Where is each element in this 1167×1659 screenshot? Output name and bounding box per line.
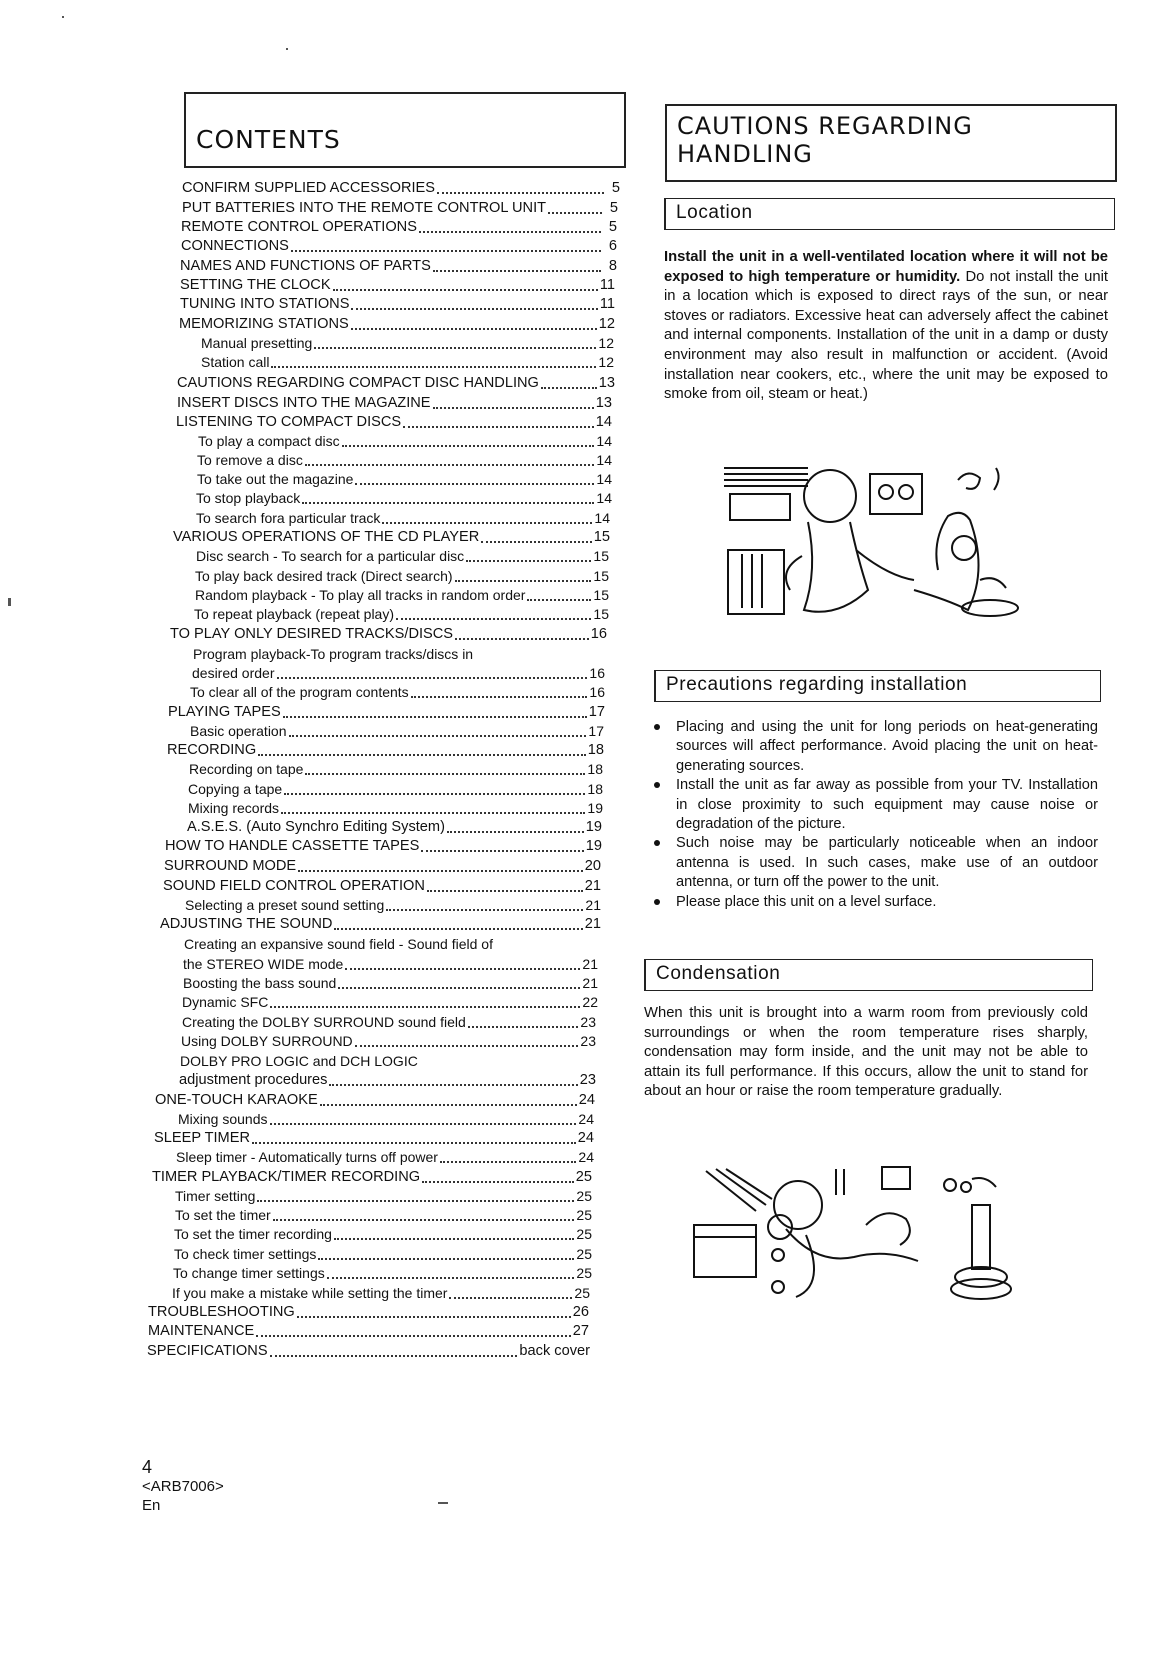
toc-entry-title: Dynamic SFC — [182, 994, 269, 1010]
toc-entry-page: 19 — [585, 819, 602, 835]
toc-entry-page: 25 — [576, 1265, 592, 1281]
toc-entry — [178, 1109, 594, 1128]
toc-entry-title: Copying a tape — [188, 781, 283, 797]
toc-entry-title: Program playback-To program tracks/discs in — [193, 646, 474, 662]
toc-entry-page: 21 — [582, 975, 598, 991]
toc-entry — [181, 236, 617, 255]
toc-leader-dots — [298, 870, 583, 872]
condensation-paragraph: When this unit is brought into a warm room from previously cold surroundings or when the room temperature rises sharply, condensation may form inside, and the unit may not be able to attain its full performance. If this occurs, allow the unit to stand for about an hour or raise the room temperature gradually. — [644, 1005, 1088, 1100]
toc-entry-page: 12 — [598, 316, 615, 332]
toc-entry-title: SURROUND MODE — [164, 858, 297, 874]
toc-entry-title: To clear all of the program contents — [190, 684, 409, 700]
toc-entry — [170, 624, 607, 643]
toc-entry — [194, 604, 609, 623]
toc-leader-dots — [437, 192, 604, 194]
toc-entry-title: Timer setting — [175, 1188, 256, 1204]
toc-entry-page: 15 — [593, 548, 609, 564]
scan-speck — [62, 16, 64, 18]
toc-leader-dots — [273, 1219, 575, 1221]
toc-entry — [201, 352, 614, 371]
toc-entry-title: Manual presetting — [201, 335, 313, 351]
toc-entry-page: 11 — [599, 277, 615, 293]
precautions-heading-box — [654, 670, 1101, 702]
toc-entry — [154, 1128, 594, 1147]
toc-leader-dots — [333, 289, 598, 291]
condensation-heading: Condensation — [656, 963, 781, 984]
toc-entry — [185, 895, 601, 914]
toc-entry-page: 23 — [579, 1072, 596, 1088]
toc-entry-title: Station call — [201, 354, 270, 370]
toc-entry — [177, 373, 615, 392]
toc-entry-page: 13 — [595, 395, 612, 411]
toc-entry-title: To change timer settings — [173, 1265, 325, 1281]
condensation-heading-box — [644, 959, 1093, 991]
toc-entry — [163, 876, 601, 895]
toc-entry-title: INSERT DISCS INTO THE MAGAZINE — [177, 395, 431, 411]
toc-leader-dots — [421, 850, 583, 852]
toc-leader-dots — [318, 1258, 574, 1260]
toc-entry-title: Mixing records — [188, 800, 280, 816]
list-item: Please place this unit on a level surface. — [652, 893, 1098, 912]
toc-entry — [181, 1031, 596, 1050]
toc-entry-title: LISTENING TO COMPACT DISCS — [176, 414, 402, 430]
toc-entry-title: To search fora particular track — [196, 510, 381, 526]
toc-entry-page: 14 — [594, 510, 610, 526]
toc-entry-title: CONNECTIONS — [181, 238, 289, 254]
toc-entry — [182, 1012, 596, 1031]
toc-entry — [164, 856, 601, 875]
contents-title: CONTENTS — [196, 125, 341, 154]
toc-entry-title: SPECIFICATIONS — [147, 1343, 268, 1359]
location-bold-text: Install the unit in a well-ventilated location where it will not be exposed to high temperature or humidity. — [664, 249, 1108, 285]
toc-entry — [175, 1205, 592, 1224]
toc-entry-page: 18 — [587, 781, 603, 797]
scan-speck — [438, 1502, 448, 1504]
list-item: Install the unit as far away as possible from your TV. Installation in close proximity to such equipment may cause noise or degradation of the picture. — [652, 776, 1098, 834]
toc-leader-dots — [382, 522, 592, 524]
toc-entry-page: 6 — [608, 238, 617, 254]
toc-entry-title: MAINTENANCE — [148, 1323, 255, 1339]
toc-entry-title: Creating an expansive sound field - Sound field of — [184, 936, 493, 952]
toc-entry — [175, 1186, 592, 1205]
toc-entry-title: Basic operation — [190, 723, 287, 739]
toc-entry — [196, 546, 609, 565]
toc-entry-title: the STEREO WIDE mode — [183, 956, 344, 972]
toc-entry-page: 15 — [593, 529, 610, 545]
toc-entry-page: 18 — [587, 761, 603, 777]
toc-leader-dots — [327, 1277, 575, 1279]
toc-leader-dots — [297, 1316, 571, 1318]
toc-leader-dots — [342, 445, 595, 447]
toc-leader-dots — [258, 754, 586, 756]
toc-leader-dots — [329, 1084, 577, 1086]
toc-entry — [165, 836, 602, 855]
toc-entry-title: A.S.E.S. (Auto Synchro Editing System) — [187, 819, 445, 835]
toc-entry-page: 19 — [587, 800, 603, 816]
toc-leader-dots — [481, 541, 592, 543]
toc-entry — [197, 450, 612, 469]
toc-leader-dots — [449, 1297, 572, 1299]
page-footer — [142, 1458, 224, 1515]
toc-entry-page: 5 — [608, 219, 617, 235]
toc-leader-dots — [314, 347, 596, 349]
toc-entry-page: 24 — [578, 1111, 594, 1127]
toc-leader-dots — [345, 968, 580, 970]
toc-entry — [188, 798, 603, 817]
toc-entry-title: To set the timer — [175, 1207, 271, 1223]
precautions-heading: Precautions regarding installation — [666, 674, 968, 695]
toc-entry-title: To play back desired track (Direct search) — [195, 568, 453, 584]
toc-entry-title: Random playback - To play all tracks in random order — [195, 587, 526, 603]
toc-entry-title: SOUND FIELD CONTROL OPERATION — [163, 878, 425, 894]
toc-entry-page: 21 — [584, 916, 601, 932]
toc-leader-dots — [548, 212, 602, 214]
toc-leader-dots — [433, 270, 601, 272]
toc-entry-title: To repeat playback (repeat play) — [194, 606, 394, 622]
toc-leader-dots — [334, 1238, 574, 1240]
toc-entry-page: 25 — [576, 1207, 592, 1223]
toc-entry — [183, 973, 598, 992]
toc-leader-dots — [351, 328, 597, 330]
toc-entry-title: Selecting a preset sound setting — [185, 897, 385, 913]
toc-entry-title: CAUTIONS REGARDING COMPACT DISC HANDLING — [177, 375, 539, 391]
toc-leader-dots — [355, 1045, 579, 1047]
toc-entry-title: Recording on tape — [189, 761, 304, 777]
toc-leader-dots — [291, 250, 601, 252]
toc-entry — [187, 817, 602, 836]
toc-entry-page: 15 — [593, 587, 609, 603]
toc-leader-dots — [447, 831, 584, 833]
cautions-title: CAUTIONS REGARDING HANDLING — [677, 112, 973, 168]
toc-entry-page: 14 — [595, 414, 612, 430]
toc-entry-title: REMOTE CONTROL OPERATIONS — [181, 219, 417, 235]
toc-leader-dots — [338, 987, 580, 989]
toc-entry-title: ONE-TOUCH KARAOKE — [155, 1092, 318, 1108]
toc-entry — [148, 1302, 589, 1321]
toc-entry — [182, 178, 620, 197]
toc-leader-dots — [302, 502, 594, 504]
toc-entry — [179, 314, 615, 333]
toc-entry-page: 15 — [593, 568, 609, 584]
toc-entry — [180, 294, 615, 313]
toc-leader-dots — [271, 366, 596, 368]
toc-entry-title: PLAYING TAPES — [168, 704, 281, 720]
toc-entry — [177, 393, 612, 412]
toc-entry-page: 12 — [598, 354, 614, 370]
toc-entry-page: 14 — [596, 490, 612, 506]
toc-entry — [152, 1167, 592, 1186]
toc-entry — [147, 1341, 590, 1360]
precautions-list — [652, 718, 1098, 912]
toc-entry-page: 21 — [582, 956, 598, 972]
toc-entry-page: 22 — [582, 994, 598, 1010]
toc-leader-dots — [252, 1142, 576, 1144]
toc-leader-dots — [257, 1200, 574, 1202]
toc-entry — [179, 1070, 596, 1089]
toc-entry-title: To stop playback — [196, 490, 301, 506]
toc-entry-page: 17 — [588, 704, 605, 720]
toc-leader-dots — [396, 618, 591, 620]
toc-entry-title: Disc search - To search for a particular disc — [196, 548, 465, 564]
toc-entry-page: 14 — [596, 452, 612, 468]
toc-entry-title: To remove a disc — [197, 452, 303, 468]
toc-entry — [167, 740, 604, 759]
toc-entry-page: 14 — [596, 471, 612, 487]
page-number: 4 — [142, 1457, 153, 1477]
toc-entry — [155, 1090, 595, 1109]
toc-entry-page: 19 — [585, 838, 602, 854]
toc-entry-title: RECORDING — [167, 742, 257, 758]
toc-entry — [176, 412, 612, 431]
toc-entry-page: 27 — [572, 1323, 589, 1339]
toc-entry — [173, 1263, 592, 1282]
toc-leader-dots — [386, 909, 583, 911]
location-heading: Location — [676, 202, 753, 223]
toc-entry-page: 16 — [590, 626, 607, 642]
toc-leader-dots — [277, 677, 588, 679]
toc-entry — [183, 954, 598, 973]
toc-leader-dots — [305, 464, 595, 466]
toc-leader-dots — [403, 426, 594, 428]
location-paragraph — [664, 248, 1108, 405]
toc-leader-dots — [283, 716, 587, 718]
toc-entry — [180, 1051, 560, 1070]
toc-entry-title: PUT BATTERIES INTO THE REMOTE CONTROL UNIT — [182, 200, 547, 216]
toc-entry-page: 15 — [593, 606, 609, 622]
toc-entry — [174, 1244, 592, 1263]
toc-entry — [160, 914, 601, 933]
toc-leader-dots — [289, 735, 587, 737]
toc-leader-dots — [305, 773, 585, 775]
toc-entry-page: 25 — [574, 1285, 590, 1301]
toc-entry-page: 12 — [598, 335, 614, 351]
heat-hazard-illustration — [718, 460, 1048, 630]
toc-entry-page: 23 — [580, 1014, 596, 1030]
toc-entry-title: SETTING THE CLOCK — [180, 277, 331, 293]
toc-entry — [196, 508, 610, 527]
toc-entry — [182, 198, 618, 217]
toc-entry — [182, 992, 598, 1011]
list-item: Placing and using the unit for long periods on heat-generating sources will affect performance. Avoid placing the unit on heat-generating sources. — [652, 718, 1098, 776]
toc-entry-title: desired order — [192, 665, 275, 681]
list-item: Such noise may be particularly noticeable when an indoor antenna is used. In such cases, make use of an outdoor antenna, or turn off the power to the unit. — [652, 834, 1098, 892]
toc-entry-page: back cover — [519, 1343, 590, 1359]
location-heading-box — [664, 198, 1115, 230]
toc-entry-page: 17 — [588, 723, 604, 739]
toc-entry-page: 8 — [608, 258, 617, 274]
toc-entry — [184, 934, 540, 953]
toc-entry — [180, 275, 615, 294]
toc-entry-title: Using DOLBY SURROUND — [181, 1033, 353, 1049]
toc-entry — [195, 566, 609, 585]
toc-entry — [195, 585, 609, 604]
toc-entry — [190, 682, 605, 701]
toc-leader-dots — [541, 387, 597, 389]
toc-entry-page: 21 — [584, 878, 601, 894]
toc-entry-page: 20 — [584, 858, 601, 874]
toc-entry-title: Sleep timer - Automatically turns off power — [176, 1149, 438, 1165]
toc-entry-page: 24 — [577, 1130, 594, 1146]
toc-leader-dots — [433, 407, 594, 409]
toc-entry — [148, 1321, 589, 1340]
toc-entry-page: 24 — [578, 1149, 594, 1165]
toc-entry — [181, 217, 617, 236]
toc-entry-title: Creating the DOLBY SURROUND sound field — [182, 1014, 466, 1030]
toc-entry-title: TO PLAY ONLY DESIRED TRACKS/DISCS — [170, 626, 454, 642]
toc-entry-title: Mixing sounds — [178, 1111, 268, 1127]
toc-entry-page: 25 — [575, 1169, 592, 1185]
toc-leader-dots — [256, 1335, 571, 1337]
cautions-title-box — [665, 104, 1117, 182]
toc-leader-dots — [422, 1181, 574, 1183]
toc-entry-page: 5 — [609, 200, 618, 216]
toc-leader-dots — [334, 928, 582, 930]
toc-entry-page: 25 — [576, 1226, 592, 1242]
toc-leader-dots — [355, 483, 594, 485]
toc-leader-dots — [320, 1104, 577, 1106]
toc-leader-dots — [427, 890, 583, 892]
toc-leader-dots — [455, 580, 592, 582]
toc-entry-page: 21 — [585, 897, 601, 913]
toc-entry-title: CONFIRM SUPPLIED ACCESSORIES — [182, 180, 436, 196]
toc-entry-title: To play a compact disc — [198, 433, 340, 449]
toc-leader-dots — [411, 696, 588, 698]
toc-entry-page: 14 — [596, 433, 612, 449]
toc-entry-page: 25 — [576, 1246, 592, 1262]
toc-entry — [201, 333, 614, 352]
toc-entry-title: TROUBLESHOOTING — [148, 1304, 295, 1320]
toc-entry-title: NAMES AND FUNCTIONS OF PARTS — [180, 258, 431, 274]
toc-entry-title: If you make a mistake while setting the timer — [172, 1285, 448, 1301]
toc-leader-dots — [419, 231, 601, 233]
language-code: En — [142, 1497, 161, 1514]
toc-entry-title: adjustment procedures — [179, 1072, 328, 1088]
toc-entry — [196, 488, 612, 507]
toc-entry — [168, 702, 605, 721]
toc-entry-title: ADJUSTING THE SOUND — [160, 916, 333, 932]
toc-entry-page: 16 — [589, 665, 605, 681]
toc-leader-dots — [455, 638, 589, 640]
toc-entry-title: TIMER PLAYBACK/TIMER RECORDING — [152, 1169, 421, 1185]
toc-entry-title: HOW TO HANDLE CASSETTE TAPES — [165, 838, 420, 854]
toc-entry-title: SLEEP TIMER — [154, 1130, 250, 1146]
toc-entry — [180, 256, 617, 275]
toc-entry — [198, 431, 612, 450]
toc-entry-title: To set the timer recording — [174, 1226, 332, 1242]
toc-leader-dots — [440, 1161, 576, 1163]
toc-leader-dots — [466, 560, 591, 562]
toc-entry — [193, 644, 520, 663]
toc-entry — [174, 1224, 592, 1243]
location-text: Do not install the unit in a location which is exposed to direct rays of the sun, or near stoves or radiators. Excessive heat can adversely affect the cabinet and internal components. Installation of the unit in a damp or dusty environment may also result in malfunction or accident. (Avoid installation near cookers, etc., where the unit may be exposed to smoke from oil, steam or heat.) — [664, 268, 1109, 403]
toc-entry-page: 25 — [576, 1188, 592, 1204]
toc-entry — [192, 663, 605, 682]
toc-entry — [189, 759, 603, 778]
toc-entry-page: 13 — [598, 375, 615, 391]
toc-entry-title: DOLBY PRO LOGIC and DCH LOGIC — [180, 1053, 418, 1069]
toc-entry-page: 11 — [599, 296, 615, 312]
toc-entry-page: 23 — [580, 1033, 596, 1049]
table-of-contents — [0, 0, 640, 1400]
toc-leader-dots — [281, 812, 585, 814]
toc-entry-page: 18 — [587, 742, 604, 758]
toc-entry-title: Boosting the bass sound — [183, 975, 337, 991]
toc-leader-dots — [468, 1026, 579, 1028]
toc-entry-title: To check timer settings — [174, 1246, 317, 1262]
toc-entry — [176, 1147, 594, 1166]
toc-leader-dots — [270, 1123, 577, 1125]
toc-leader-dots — [284, 793, 585, 795]
toc-entry-title: MEMORIZING STATIONS — [179, 316, 349, 332]
document-code: <ARB7006> — [142, 1478, 224, 1495]
toc-entry — [190, 721, 604, 740]
toc-entry-title: VARIOUS OPERATIONS OF THE CD PLAYER — [173, 529, 480, 545]
scan-speck — [8, 598, 11, 606]
toc-entry-page: 16 — [589, 684, 605, 700]
toc-entry — [188, 779, 603, 798]
toc-entry — [197, 469, 612, 488]
toc-leader-dots — [351, 308, 597, 310]
toc-leader-dots — [527, 599, 591, 601]
toc-entry-page: 5 — [611, 180, 620, 196]
toc-entry-title: To take out the magazine — [197, 471, 354, 487]
toc-entry-page: 26 — [572, 1304, 589, 1320]
scan-speck — [286, 48, 288, 50]
toc-leader-dots — [270, 1006, 580, 1008]
toc-entry — [173, 527, 610, 546]
toc-entry-title: TUNING INTO STATIONS — [180, 296, 350, 312]
toc-entry — [172, 1283, 590, 1302]
toc-entry-page: 24 — [578, 1092, 595, 1108]
toc-leader-dots — [270, 1355, 518, 1357]
condensation-illustration — [686, 1165, 1026, 1305]
